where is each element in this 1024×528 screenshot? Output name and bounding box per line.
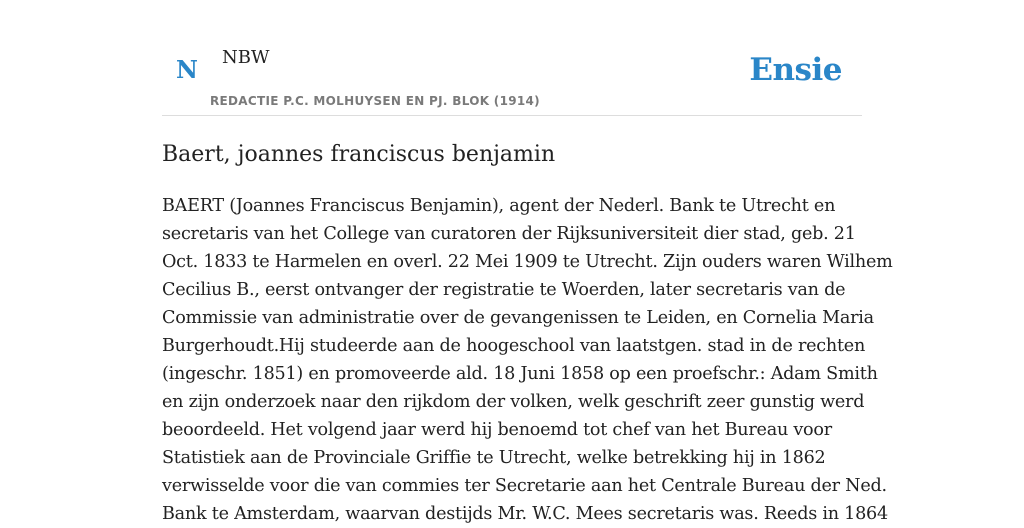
page <box>162 0 893 524</box>
article-line: en zijn onderzoek naar den rijkdom der volken, welk geschrift zeer gunstig werd <box>162 392 865 412</box>
article-line: secretaris van het College van curatoren der Rijksuniversiteit dier stad, geb. 21 <box>162 224 856 244</box>
article-line: Statistiek aan de Provinciale Griffie te Utrecht, welke betrekking hij in 1862 <box>162 448 826 468</box>
publication-name[interactable]: NBW <box>222 47 270 68</box>
article-line: Commissie van administratie over de gevangenissen te Leiden, en Cornelia Maria <box>162 308 874 328</box>
brand-logo[interactable]: Ensie <box>749 52 842 88</box>
article-title: Baert, joannes franciscus benjamin <box>162 142 556 167</box>
article-body <box>162 192 893 528</box>
article-line: (ingeschr. 1851) en promoveerde ald. 18 Juni 1858 op een proefschr.: Adam Smith <box>162 364 878 384</box>
article-line: Burgerhoudt.Hij studeerde aan de hoogeschool van laatstgen. stad in de rechten <box>162 336 866 356</box>
publication-subtitle: REDACTIE P.C. MOLHUYSEN EN PJ. BLOK (1914) <box>210 94 540 108</box>
header <box>162 0 862 116</box>
article-line: beoordeeld. Het volgend jaar werd hij benoemd tot chef van het Bureau voor <box>162 420 832 440</box>
article-line: Bank te Amsterdam, waarvan destijds Mr. W.C. Mees secretaris was. Reeds in 1864 <box>162 504 888 524</box>
article-line: BAERT (Joannes Franciscus Benjamin), agent der Nederl. Bank te Utrecht en <box>162 196 836 216</box>
article-line: verwisselde voor die van commies ter Secretarie aan het Centrale Bureau der Ned. <box>162 476 887 496</box>
article-line: Cecilius B., eerst ontvanger der registratie te Woerden, later secretaris van de <box>162 280 846 300</box>
article-line: Oct. 1833 te Harmelen en overl. 22 Mei 1909 te Utrecht. Zijn ouders waren Wilhem <box>162 252 893 272</box>
publication-logo-icon[interactable]: N <box>176 55 198 84</box>
